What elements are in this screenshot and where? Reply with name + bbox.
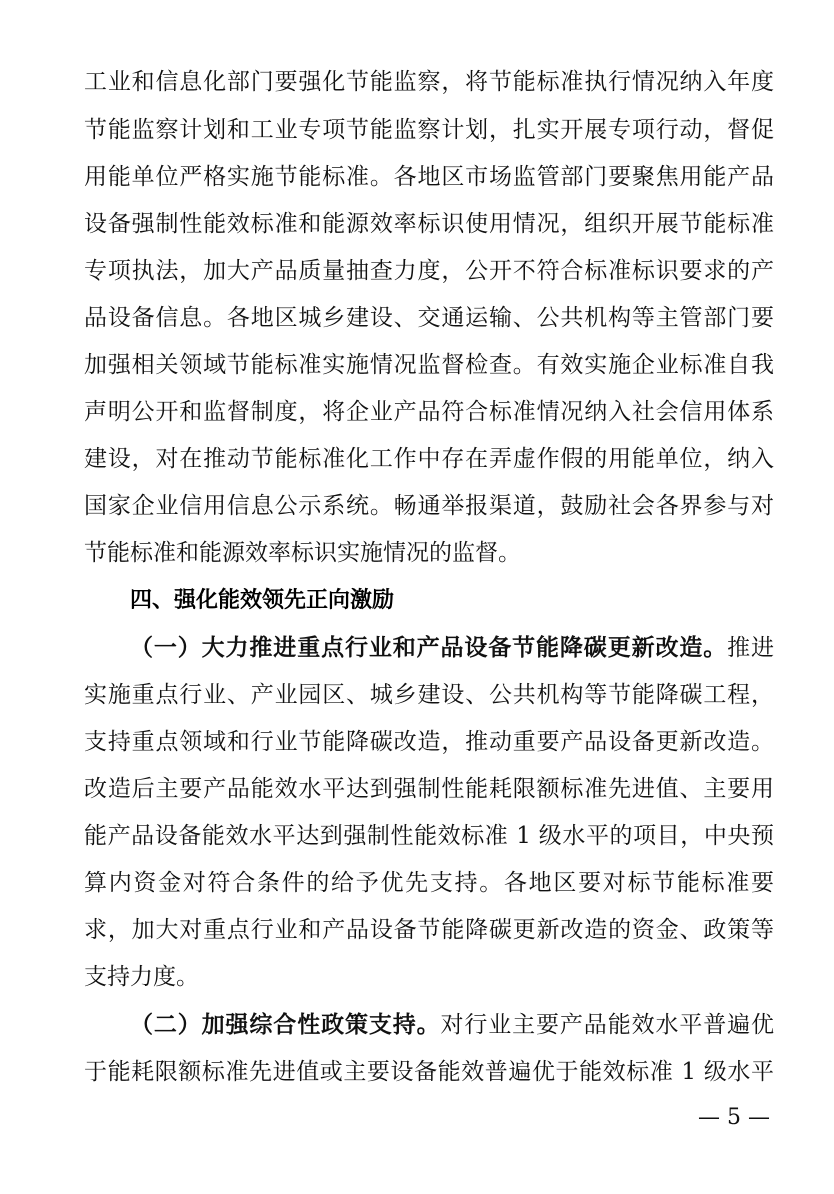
section-heading: 四、强化能效领先正向激励 [130,588,395,613]
paragraph-line: 节能监察计划和工业专项节能监察计划，扎实开展专项行动，督促 [84,117,774,143]
paragraph-line: 支持力度。 [84,964,199,990]
paragraph-line: 专项执法，加大产品质量抽查力度，公开不符合标准标识要求的产 [84,258,774,284]
paragraph-line: 能产品设备能效水平达到强制性能效标准 1 级水平的项目，中央预 [84,823,774,849]
paragraph-line: 加强相关领域节能标准实施情况监督检查。有效实施企业标准自我 [84,352,774,378]
paragraph-line: 品设备信息。各地区城乡建设、交通运输、公共机构等主管部门要 [84,305,774,331]
item-first-line [130,1003,774,1047]
paragraph-line: 用能单位严格实施节能标准。各地区市场监管部门要聚焦用能产品 [84,164,774,190]
paragraph-line: 建设，对在推动节能标准化工作中存在弄虚作假的用能单位，纳入 [84,446,774,472]
item-first-line [130,626,774,670]
paragraph-line: 求，加大对重点行业和产品设备节能降碳更新改造的资金、政策等 [84,917,774,943]
paragraph-line: 改造后主要产品能效水平达到强制性能耗限额标准先进值、主要用 [84,776,774,802]
paragraph-line: 于能耗限额标准先进值或主要设备能效普遍优于能效标准 1 级水平 [84,1059,774,1085]
page-number: — 5 — [698,1105,770,1130]
item-text: 推进 [727,635,774,661]
paragraph-line: 节能标准和能源效率标识实施情况的监督。 [84,540,521,566]
item-lead: （二）加强综合性政策支持。 [130,1011,441,1038]
paragraph-line: 工业和信息化部门要强化节能监察，将节能标准执行情况纳入年度 [84,69,774,95]
paragraph-line: 实施重点行业、产业园区、城乡建设、公共机构等节能降碳工程， [84,682,774,708]
item-lead: （一）大力推进重点行业和产品设备节能降碳更新改造。 [130,634,728,661]
paragraph-line: 国家企业信用信息公示系统。畅通举报渠道，鼓励社会各界参与对 [84,493,774,519]
paragraph-line: 设备强制性能效标准和能源效率标识使用情况，组织开展节能标准 [84,211,774,237]
paragraph-line: 支持重点领域和行业节能降碳改造，推动重要产品设备更新改造。 [84,729,774,755]
item-text: 对行业主要产品能效水平普遍优 [440,1012,774,1038]
paragraph-line: 声明公开和监督制度，将企业产品符合标准情况纳入社会信用体系 [84,399,774,425]
paragraph-line: 算内资金对符合条件的给予优先支持。各地区要对标节能标准要 [84,870,774,896]
